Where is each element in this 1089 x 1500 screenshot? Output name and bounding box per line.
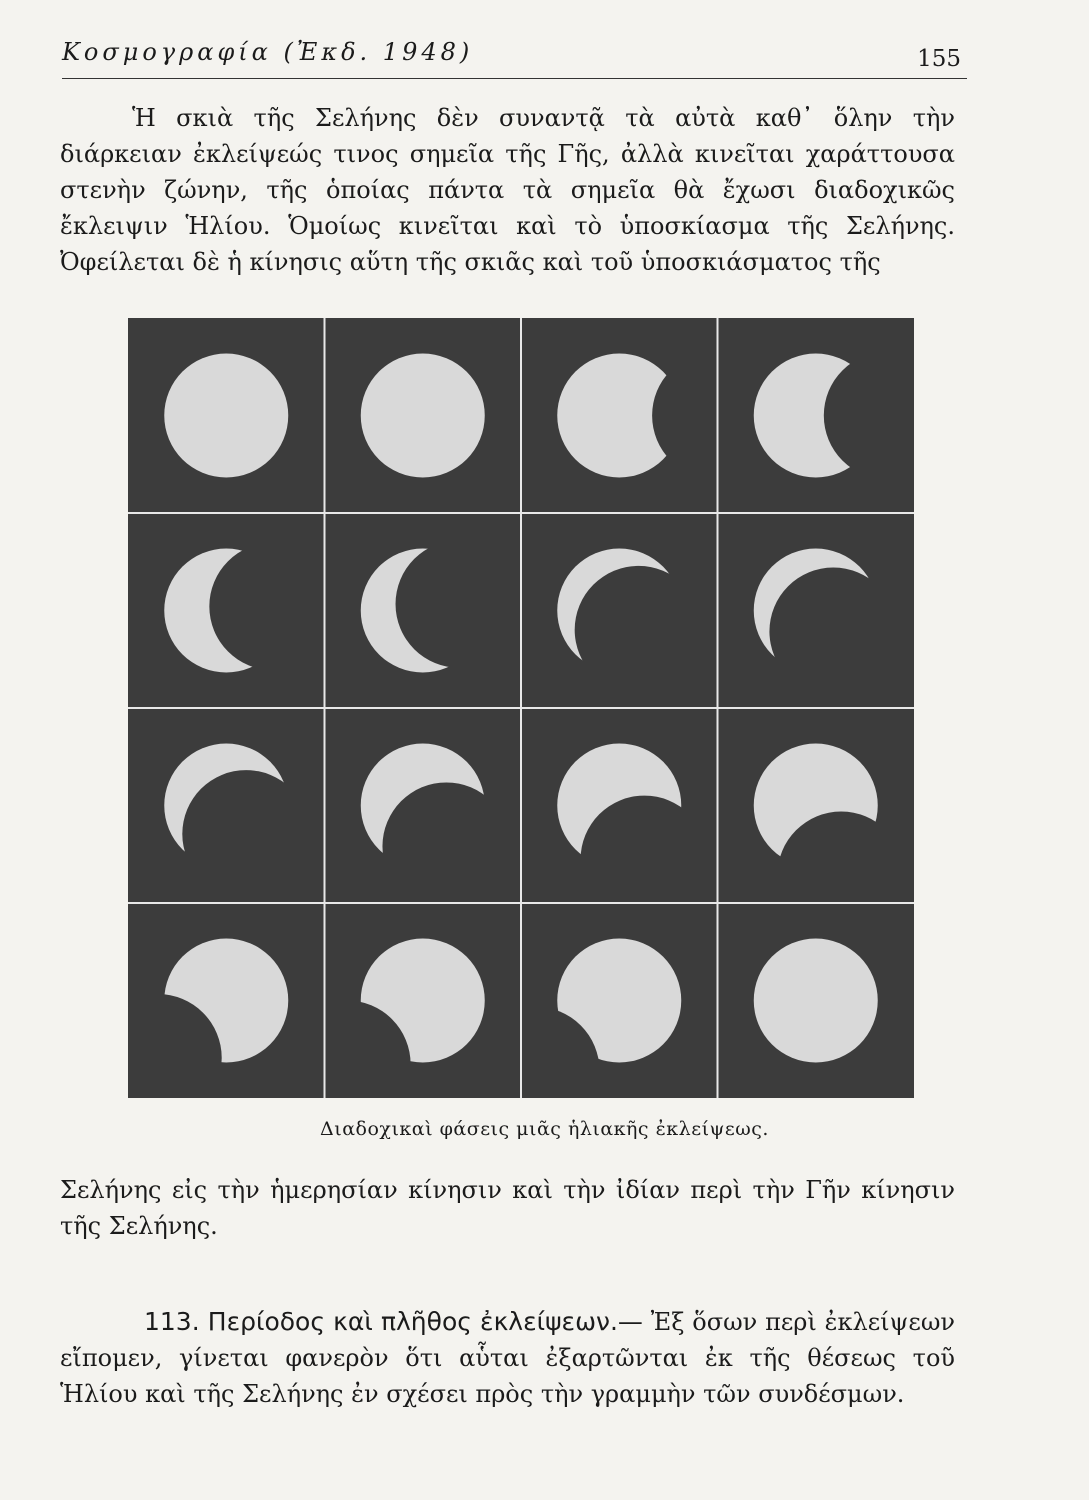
sun-disk <box>557 744 681 868</box>
eclipse-phase-4 <box>754 354 878 478</box>
eclipse-phase-1 <box>164 354 288 478</box>
eclipse-phase-5 <box>164 549 288 673</box>
eclipse-phase-2 <box>361 354 485 478</box>
eclipse-phase-10 <box>361 744 485 868</box>
sun-disk <box>164 354 288 478</box>
page-header <box>62 36 967 79</box>
sun-disk <box>754 939 878 1063</box>
eclipse-phase-14 <box>361 939 485 1063</box>
sun-disk <box>164 744 288 868</box>
sun-disk <box>361 354 485 478</box>
sun-disk <box>557 549 681 673</box>
eclipse-phase-3 <box>557 354 681 478</box>
eclipse-phase-8 <box>754 549 878 673</box>
eclipse-phase-16 <box>754 939 878 1063</box>
sun-disk <box>361 939 485 1063</box>
eclipse-phases-image <box>128 318 914 1098</box>
eclipse-phase-6 <box>361 549 485 673</box>
sun-disk <box>164 939 288 1063</box>
sun-disk <box>557 939 681 1063</box>
sun-disk <box>754 549 878 673</box>
section-113 <box>60 1304 955 1412</box>
sun-disk <box>361 744 485 868</box>
figure-caption: Διαδοχικαὶ φάσεις μιᾶς ἡλιακῆς ἐκλείψεως. <box>320 1118 769 1140</box>
sun-disk <box>754 354 878 478</box>
body-paragraph-2: Σελήνης εἰς τὴν ἡμερησίαν κίνησιν καὶ τὴν ἰδίαν περὶ τὴν Γῆν κίνησιν τῆς Σελήνης. <box>60 1176 955 1240</box>
eclipse-phase-15 <box>557 939 681 1063</box>
eclipse-phases-figure <box>128 318 914 1098</box>
sun-disk <box>164 549 288 673</box>
sun-disk <box>557 354 681 478</box>
sun-disk <box>361 549 485 673</box>
section-text: Ἐξ ὅσων περὶ ἐκλείψεων εἴπομεν, γίνεται φανερὸν ὅτι αὗται ἐξαρτῶνται ἐκ τῆς θέσεως τοῦ Ἡλίου καὶ τῆς Σελήνης ἐν σχέσει πρὸς τὴν γραμμὴν τῶν συνδέσμων. <box>60 1308 955 1408</box>
eclipse-phase-11 <box>557 744 681 868</box>
eclipse-phase-12 <box>754 744 878 868</box>
page-number: 155 <box>917 46 961 72</box>
eclipse-phase-13 <box>164 939 288 1063</box>
section-heading: 113. Περίοδος καὶ πλῆθος ἐκλείψεων.— <box>144 1307 643 1336</box>
running-title: Κοσμογραφία (Ἐκδ. 1948) <box>62 38 474 66</box>
eclipse-phase-9 <box>164 744 288 868</box>
eclipse-phase-7 <box>557 549 681 673</box>
sun-disk <box>754 744 878 868</box>
body-paragraph-1: Ἡ σκιὰ τῆς Σελήνης δὲν συναντᾷ τὰ αὐτὰ καθ᾽ ὅλην τὴν διάρκειαν ἐκλείψεώς τινος σημεῖα τῆς Γῆς, ἀλλὰ κινεῖται χαράττουσα στενὴν ζώνην, τῆς ὁποίας πάντα τὰ σημεῖα θὰ ἔχωσι διαδοχικῶς ἔκλειψιν Ἡλίου. Ὁμοίως κινεῖται καὶ τὸ ὑποσκίασμα τῆς Σελήνης. Ὀφείλεται δὲ ἡ κίνησις αὕτη τῆς σκιᾶς καὶ τοῦ ὑποσκιάσματος τῆς <box>60 104 955 276</box>
